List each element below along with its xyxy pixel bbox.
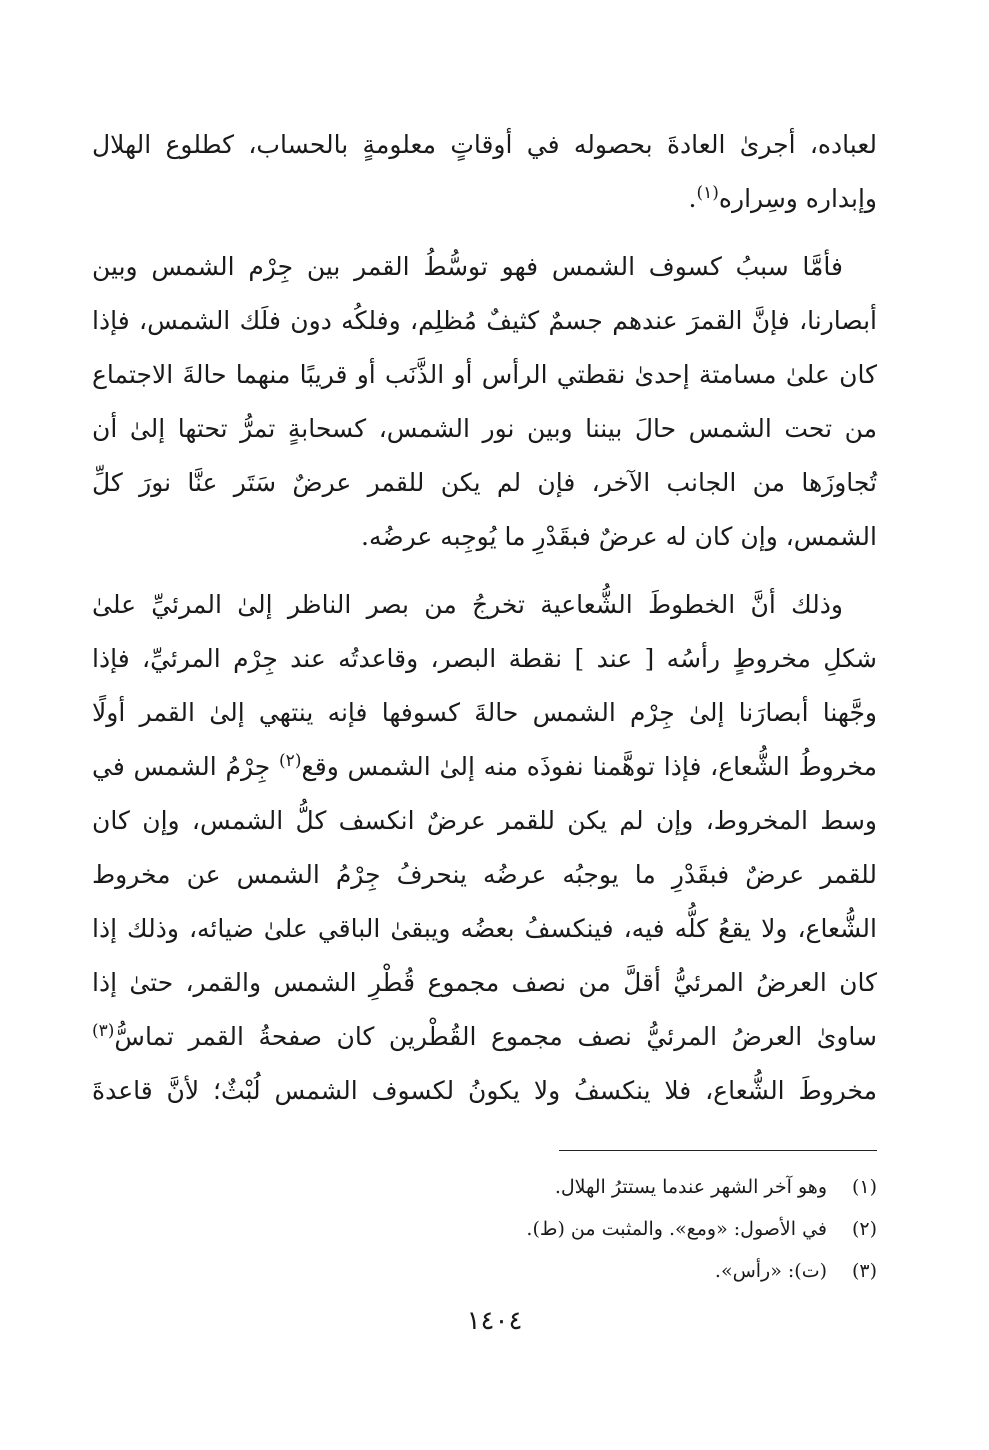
footnote-separator <box>559 1150 877 1151</box>
page-number: ١٤٠٤ <box>466 1306 523 1336</box>
text-line: الشمس، وإن كان له عرضٌ فبقَدْرِ ما يُوجِبه عرضُه. <box>361 522 877 551</box>
text-line: الشُّعاع، ولا يقعُ كلُّه فيه، فينكسفُ بعضُه ويبقىٰ الباقي علىٰ ضيائه، وذلك إذا <box>92 914 877 943</box>
text-line: تُجاوزَها من الجانب الآخر، فإن لم يكن للقمر عرضٌ سَتَر عنَّا نورَ كلِّ <box>92 468 877 497</box>
text-line: وسط المخروط، وإن لم يكن للقمر عرضٌ انكسف كلُّ الشمس، وإن كان <box>92 806 877 835</box>
text-line: وذلك أنَّ الخطوطَ الشُّعاعية تخرجُ من بصر الناظر إلىٰ المرئيِّ علىٰ <box>92 590 843 619</box>
text-line <box>92 740 877 794</box>
footnote-3 <box>360 1250 877 1292</box>
text-line <box>92 1010 877 1064</box>
text-segment: جِرْمُ الشمس في <box>92 752 271 781</box>
text-segment: . <box>688 184 697 213</box>
footnote-ref-2[interactable]: (٢) <box>279 751 302 771</box>
text-line: من تحت الشمس حالَ بيننا وبين نور الشمس، كسحابةٍ تمرُّ تحتها إلىٰ أن <box>92 414 877 443</box>
text-line: كان العرضُ المرئيُّ أقلَّ من نصف مجموع قُطْرِ الشمس والقمر، حتىٰ إذا <box>92 968 877 997</box>
paragraph-1 <box>92 118 877 226</box>
footnotes <box>360 1166 877 1292</box>
main-text <box>92 118 877 1118</box>
text-segment: ساوىٰ العرضُ المرئيُّ نصف مجموع القُطْرين كان صفحةُ القمر تماسُّ <box>114 1022 877 1051</box>
text-line: للقمر عرضٌ فبقَدْرِ ما يوجبُه عرضُه ينحرفُ جِرْمُ الشمس عن مخروط <box>92 860 877 889</box>
text-line: لعباده، أجرىٰ العادةَ بحصوله في أوقاتٍ معلومةٍ بالحساب، كطلوع الهلال <box>92 130 877 159</box>
paragraph-3 <box>92 578 877 1118</box>
footnote-ref-1[interactable]: (١) <box>696 183 719 203</box>
text-line: شكلِ مخروطٍ رأسُه [ عند ] نقطة البصر، وقاعدتُه عند جِرْم المرئيِّ، فإذا <box>92 644 877 673</box>
text-line: فأمَّا سببُ كسوف الشمس فهو توسُّطُ القمر بين جِرْم الشمس وبين <box>92 252 843 281</box>
text-segment: وإبداره وسِراره <box>718 184 877 213</box>
footnote-text: في الأصول: «ومع». والمثبت من (ط). <box>526 1218 827 1240</box>
text-line: كان علىٰ مسامتة إحدىٰ نقطتي الرأس أو الذَّنَب أو قريبًا منهما حالةَ الاجتماع <box>92 360 877 389</box>
text-line: مخروطَ الشُّعاع، فلا ينكسفُ ولا يكونُ لكسوف الشمس لُبْثٌ؛ لأنَّ قاعدةَ <box>92 1076 877 1105</box>
footnote-number: (١) <box>851 1176 877 1198</box>
text-line: وجَّهنا أبصارَنا إلىٰ جِرْم الشمس حالةَ كسوفها فإنه ينتهي إلىٰ القمر أولًا <box>92 698 877 727</box>
footnote-number: (٢) <box>851 1218 877 1240</box>
footnote-text: (ت): «رأس». <box>714 1260 827 1282</box>
footnote-text: وهو آخر الشهر عندما يستترُ الهلال. <box>554 1176 827 1198</box>
text-segment: مخروطُ الشُّعاع، فإذا توهَّمنا نفوذَه منه إلىٰ الشمس وقع <box>301 752 877 781</box>
footnote-number: (٣) <box>851 1260 877 1282</box>
paragraph-2 <box>92 240 877 564</box>
footnote-ref-3[interactable]: (٣) <box>92 1021 115 1041</box>
footnote-2 <box>360 1208 877 1250</box>
text-line <box>92 172 877 226</box>
text-line: أبصارنا، فإنَّ القمرَ عندهم جسمٌ كثيفٌ مُظلِم، وفلكُه دون فلَك الشمس، فإذا <box>92 306 877 335</box>
footnote-1 <box>360 1166 877 1208</box>
